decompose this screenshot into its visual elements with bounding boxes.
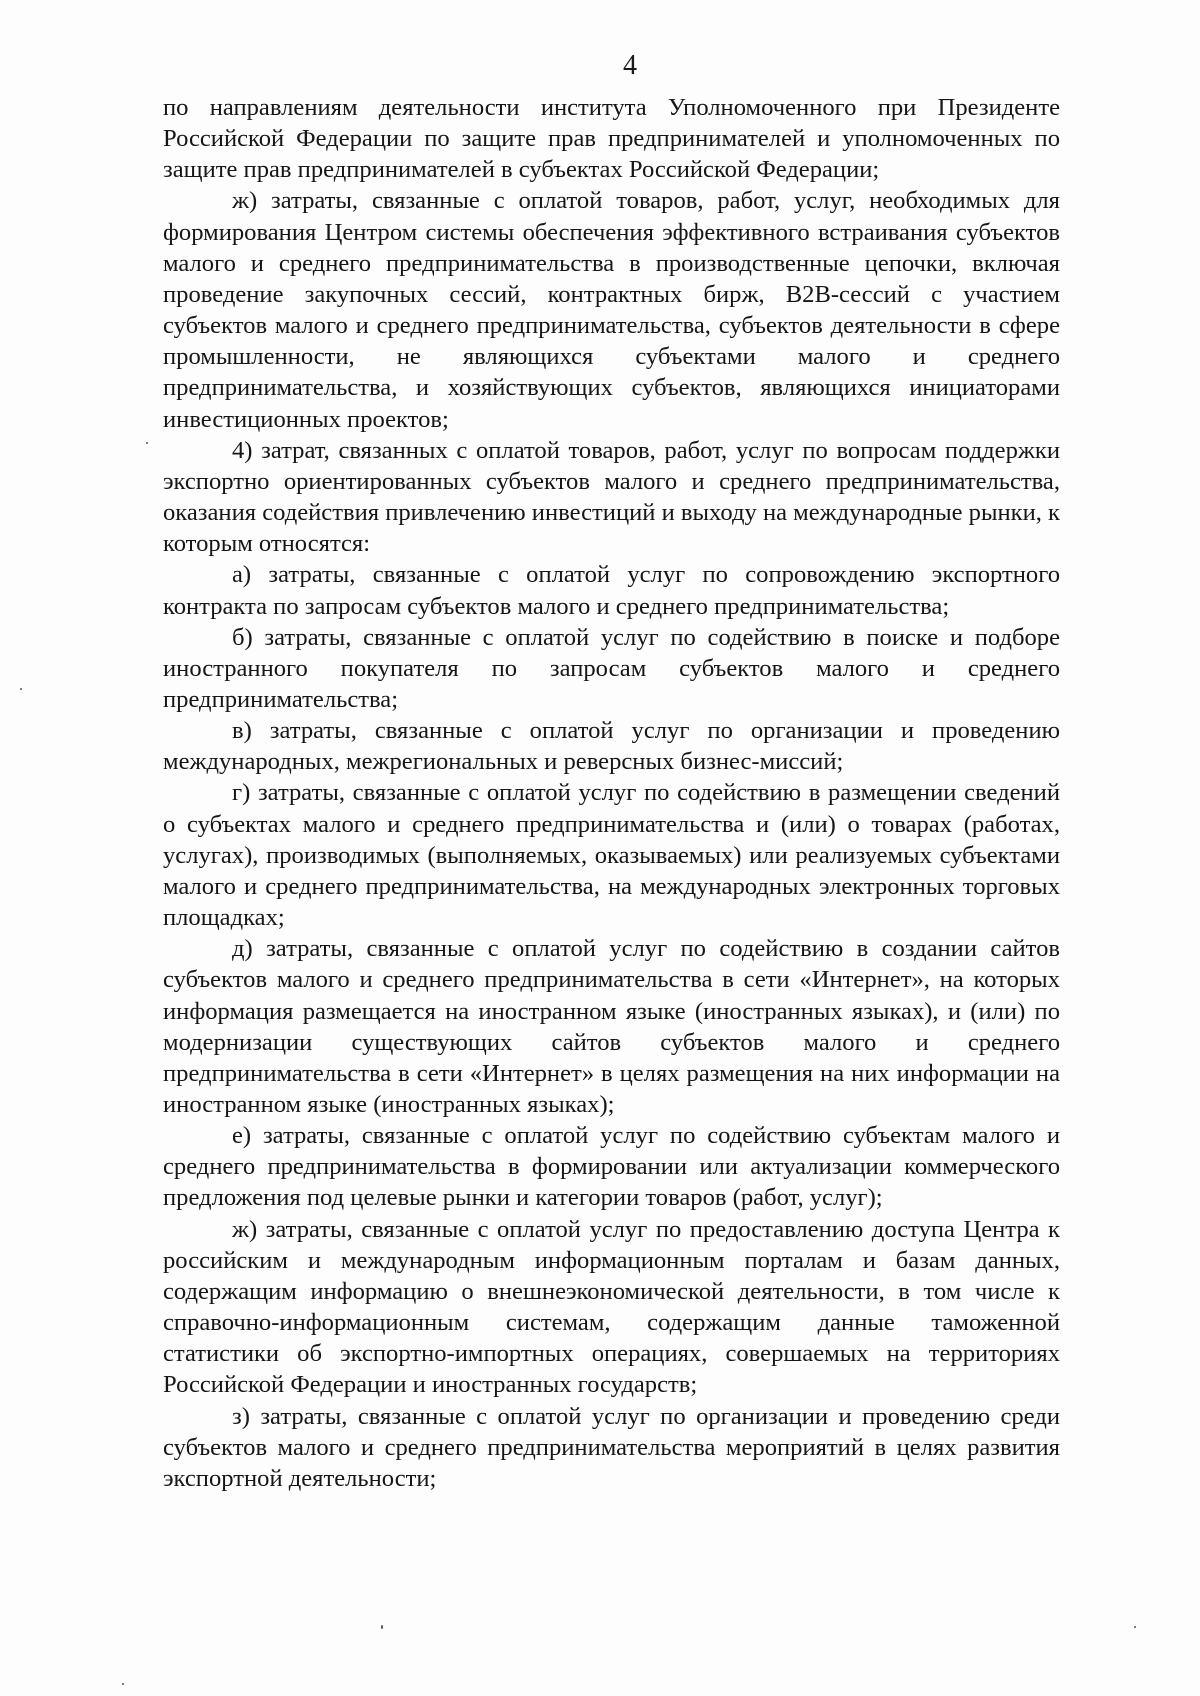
scan-speck [20,688,22,690]
paragraph-item-v: в) затраты, связанные с оплатой услуг по организации и проведению международных, межрегиональных и реверсных бизнес-миссий; [163,717,1060,776]
scan-speck [381,1625,383,1629]
paragraph-item-e: е) затраты, связанные с оплатой услуг по содействию субъектам малого и среднего предпринимательства в формировании или актуализации коммерческого предложения под целевые рынки и категории товаров (работ, услуг); [163,1122,1060,1212]
scan-speck [146,442,148,444]
paragraph-continuation: по направлениям деятельности института Уполномоченного при Президенте Российской Федерации по защите прав предпринимателей и уполномоченных по защите прав предпринимателей в субъектах Российской Федерации; [163,94,1060,184]
page-number: 4 [623,50,637,81]
paragraph-item-d: д) затраты, связанные с оплатой услуг по содействию в создании сайтов субъектов малого и среднего предпринимательства в сети «Интернет», на которых информация размещается на иностранном языке (иностранных языках), и (или) по модернизации существующих сайтов субъектов малого и среднего предпринимательства в сети «Интернет» в целях размещения на них информации на иностранном языке (иностранных языках); [163,935,1060,1118]
paragraph-item-4: 4) затрат, связанных с оплатой товаров, работ, услуг по вопросам поддержки экспортно ориентированных субъектов малого и среднего предпринимательства, оказания содействия привлечению инвестиций и выходу на международные рынки, к которым относятся: [163,436,1061,558]
paragraph-item-z: з) затраты, связанные с оплатой услуг по организации и проведению среди субъектов малого и среднего предпринимательства мероприятий в целях развития экспортной деятельности; [163,1402,1060,1492]
document-body [163,92,1060,1494]
scan-speck [122,1683,124,1685]
scan-speck [1134,1626,1136,1628]
paragraph-item-zh-2: ж) затраты, связанные с оплатой услуг по предоставлению доступа Центра к российским и международным информационным порталам и базам данных, содержащим информацию о внешнеэкономической деятельности, в том числе к справочно-информационным системам, содержащим данные таможенной статистики об экспортно-импортных операциях, совершаемых на территориях Российской Федерации и иностранных государств; [163,1215,1060,1399]
paragraph-item-a: а) затраты, связанные с оплатой услуг по сопровождению экспортного контракта по запросам субъектов малого и среднего предпринимательства; [163,561,1060,620]
paragraph-item-b: б) затраты, связанные с оплатой услуг по содействию в поиске и подборе иностранного покупателя по запросам субъектов малого и среднего предпринимательства; [163,623,1060,713]
paragraph-item-zh-1: ж) затраты, связанные с оплатой товаров, работ, услуг, необходимых для формирования Центром системы обеспечения эффективного встраивания субъектов малого и среднего предпринимательства в производственные цепочки, включая проведение закупочных сессий, контрактных бирж, B2B-сессий с участием субъектов малого и среднего предпринимательства, субъектов деятельности в сфере промышленности, не являющихся субъектами малого и среднего предпринимательства, и хозяйствующих субъектов, являющихся инициаторами инвестиционных проектов; [163,187,1060,433]
paragraph-item-g: г) затраты, связанные с оплатой услуг по содействию в размещении сведений о субъектах малого и среднего предпринимательства и (или) о товарах (работах, услугах), производимых (выполняемых, оказываемых) или реализуемых субъектами малого и среднего предпринимательства, на международных электронных торговых площадках; [163,779,1060,932]
